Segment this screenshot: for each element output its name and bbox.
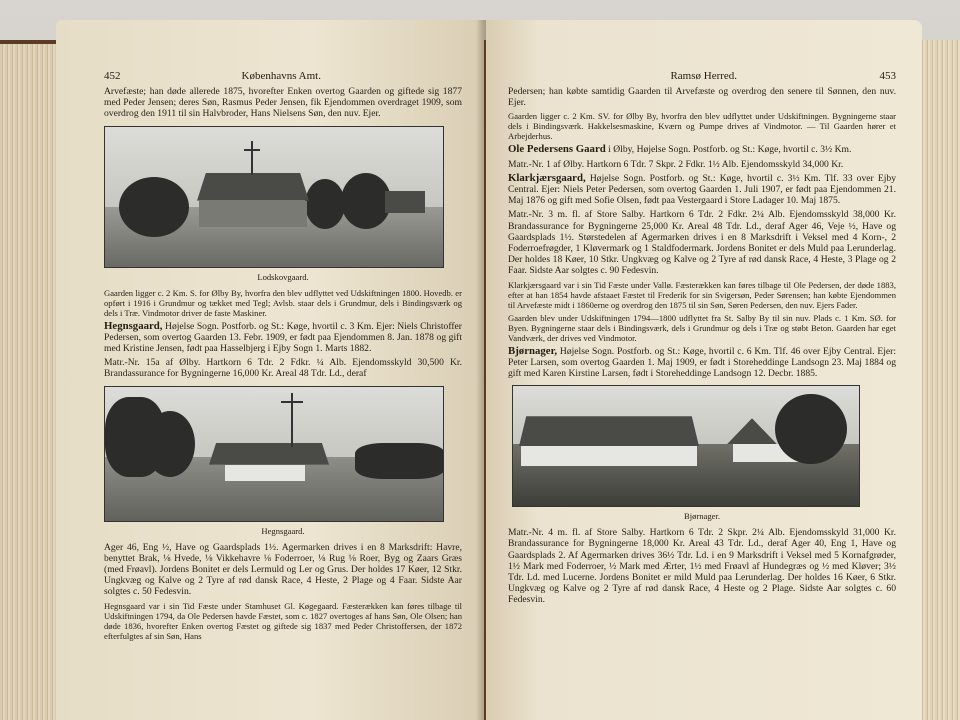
left-para3: Hegnsgaard var i sin Tid Fæste under Stamhuset Gl. Køgegaard. Fæsterækken kan føres tilbage til Udskiftningen 1794, da Ole Pedersen havde Fæstet, som c. 1827 overtoges af hans Søn, Ole Olsen; han døde 1836, hvorefter Enken overtog Fæstet og giftede sig 1837 med Peder Christoffersen, der 1872 efterfulgtes af sin Søn, Hans — [104, 600, 462, 641]
photo1-caption: Lodskovgaard. — [257, 271, 309, 282]
right-page — [486, 20, 922, 720]
left-para2: Ager 46, Eng ½, Have og Gaardsplads 1½. Agermarken drives i en 8 Marksdrift: Havre, benyttet Brak, ⅛ Hvede, ⅛ Vikkehavre ⅛ Foderroer, ⅛ Rug ⅛ Roer, Byg og Zaars Græs (med Frøavl). Jordens Bonitet er dels Lermuld og Ler og Grus. Der holdes 17 Køer, 12 Stkr. Ungkvæg og Kalve og 2 Tyre af rød dansk Race, 4 Heste, 2 Plage og 4 Faar. Sidste Aar solgtes c. 50 Fedesvin. — [104, 541, 462, 598]
photo-lodskovgaard — [104, 126, 444, 268]
ole-entry — [508, 144, 896, 155]
klark-title: Klarkjærsgaard, — [508, 171, 586, 184]
ole-text: i Ølby, Højelse Sogn. Postforb. og St.: Køge, hvortil c. 3½ Km. — [605, 144, 852, 156]
klark-history2: Gaarden blev under Udskiftningen 1794—1800 udflyttet fra St. Salby By til sin nuv. Plads c. 1 Km. SØ. for Byen. Bygningerne staar dels i Bindingsværk, dels i Grundmur og dels i Træ og støbt Beton. Gaarden har eget Vandværk, der drives ved Vindmotor. — [508, 312, 896, 343]
photo-hegnsgaard — [104, 386, 444, 522]
bjorn-text: Højelse Sogn. Postforb. og St.: Køge, hvortil c. 6 Km. Tlf. 46 over Ejby Central. Ejer: Peter Larsen, som overtog Gaarden 1. Maj 1909, er født i Storeheddinge Landsogn 23. Maj 1884 og gift med Karen Kirstine Larsen, født i Storeheddinge Landsogn 12. Decbr. 1885. — [508, 345, 896, 380]
left-running-head: Københavns Amt. — [241, 70, 321, 82]
left-page-header — [104, 70, 462, 82]
page-edges-right — [920, 40, 960, 720]
right-intro: Pedersen; han købte samtidig Gaarden til Arvefæste og overdrog den senere til Sønnen, den nuv. Ejer. — [508, 86, 896, 109]
right-running-head: Ramsø Herred. — [670, 70, 738, 82]
photo-bjornager — [512, 385, 860, 507]
ole-title: Ole Pedersens Gaard — [508, 143, 606, 156]
klark-history: Klarkjærsgaard var i sin Tid Fæste under Vallø. Fæsterækken kan føres tilbage til Ole Pedersen, der døde 1883, efter at han 1854 havde afstaaet Fæstet til Frederik for sin Svigersøn, Peder Sørensen; han købte Ejendommen til Arvefæste midt i 1860erne og overdrog den 1875 til sin Søn, Søren Pedersen, den nuv. Ejers Fader. — [508, 279, 896, 310]
page-edges-left — [0, 44, 58, 720]
ole-matr: Matr.-Nr. 1 af Ølby. Hartkorn 6 Tdr. 7 Skpr. 2 Fdkr. 1½ Alb. Ejendomsskyld 34,000 Kr. — [508, 158, 844, 170]
hegnsgaard-title: Hegnsgaard, — [104, 319, 163, 332]
left-intro: Arvefæste; han døde allerede 1875, hvorefter Enken overtog Gaarden og giftede sig 1877 med Peder Jensen; deres Søn, Rasmus Peder Jensen, fik Ejendommen overdraget 1909, som overdrog den 1911 til sin Halvbroder, Hans Nielsens Søn, den nuv. Ejer. — [104, 86, 462, 120]
photo2-caption: Hegnsgaard. — [261, 525, 305, 536]
klark-text: Højelse Sogn. Postforb. og St.: Køge, hvortil c. 3½ Km. Tlf. 33 over Ejby Central. Ejer: Niels Peter Pedersen, som overtog Gaarden 1. Juli 1907, er født paa Ejendommen 21. Maj 1876 og gift med Sofie Olsen, født paa Vestergaard i Store Ladager 10. Maj 1875. — [508, 172, 896, 207]
right-intro2: Gaarden ligger c. 2 Km. SV. for Ølby By, hvorfra den blev udflyttet under Udskiftningen. Bygningerne staar dels i Bindingsværk. Hakkelsesmaskine, Kværn og Pumpe drives af Vindmotor. — Til Gaarden hører et Arbejderhus. — [508, 111, 896, 142]
left-page-number: 452 — [104, 70, 121, 82]
hegnsgaard-entry — [104, 321, 462, 355]
left-para1: Gaarden ligger c. 2 Km. S. for Ølby By, hvorfra den blev udflyttet ved Udskiftningen 1800. Hovedb. er opført i 1916 i Grundmur og tækket med Tegl; Avlsb. staar dels i Grundmur, dels i Bindingsværk og dels i Træ. Vindmotor driver de faste Maskiner. — [104, 287, 462, 318]
klark-matr: Matr.-Nr. 3 m. fl. af Store Salby. Hartkorn 6 Tdr. 2 Fdkr. 2¼ Alb. Ejendomsskyld 38,000 Kr. Brandassurance for Bygningerne 25,000 Kr. Areal 48 Tdr. Ld., deraf Ager 46, Veje ½, Have og Gaardsplads 1½. Størstedelen af Agermarken drives i en 8 Marksdrift i Veksel med 4 Korn-, 2 Foderroefrøgder, 1 Kløvermark og 1 Staldfodermark. Jordens Bonitet er dels Muld paa Lerunderlag. Der holdes 18 Køer, 10 Stkr. Ungkvæg og Kalve og 2 Tyre af rød dansk Race, 4 Heste, 3 Plage og 2 Faar. Sidste Aar solgtes c. 90 Fedesvin. — [508, 209, 896, 277]
hegnsgaard-matr: Matr.-Nr. 15a af Ølby. Hartkorn 6 Tdr. 2 Fdkr. ¼ Alb. Ejendomsskyld 30,500 Kr. Brandassurance for Bygningerne 16,000 Kr. Areal 48 Tdr. Ld., deraf — [104, 357, 462, 380]
left-page — [56, 20, 484, 720]
klark-entry — [508, 173, 896, 207]
bjornager-caption: Bjørnager. — [683, 511, 721, 522]
hegnsgaard-text: Højelse Sogn. Postforb. og St.: Køge, hvortil c. 3 Km. Ejer: Niels Christoffer Pedersen, som overtog Gaarden 13. Febr. 1909, er født paa Ejendommen 8. Jan. 1878 og gift med Kristine Jensen, født paa Hasselbjerg i Ejby Sogn 1. Marts 1882. — [104, 320, 462, 355]
bjorn-entry — [508, 346, 896, 380]
right-page-number: 453 — [879, 70, 896, 82]
right-page-header — [508, 70, 896, 82]
bjorn-title: Bjørnager, — [508, 344, 558, 357]
bjorn-matr: Matr.-Nr. 4 m. fl. af Store Salby. Hartkorn 6 Tdr. 2 Skpr. 2¼ Alb. Ejendomsskyld 31,000 Kr. Brandassurance for Bygningerne 18,000 Kr. Areal 43 Tdr. Ld., deraf Ager 40, Eng 1, Have og Gaardsplads 2. Af Agermarken drives 36½ Tdr. Ld. i en 9 Marksdrift i Veksel med 5 Kornafgrøder, 1½ Mark med Foderroer, ½ Mark med Ærter, 1½ med Frøavl af Hundegræs og ½ med Kløver; 3½ Tdr. Ld. med Lucerne. Jordens Bonitet er mild Muld paa Lerunderlag. Der holdes 16 Køer, 6 Stkr. Ungkvæg og Kalve og 2 Tyre af rød dansk Race, 4 Heste og 2 Plage. Sidste Aar solgtes c. 60 Fedesvin. — [508, 527, 896, 606]
